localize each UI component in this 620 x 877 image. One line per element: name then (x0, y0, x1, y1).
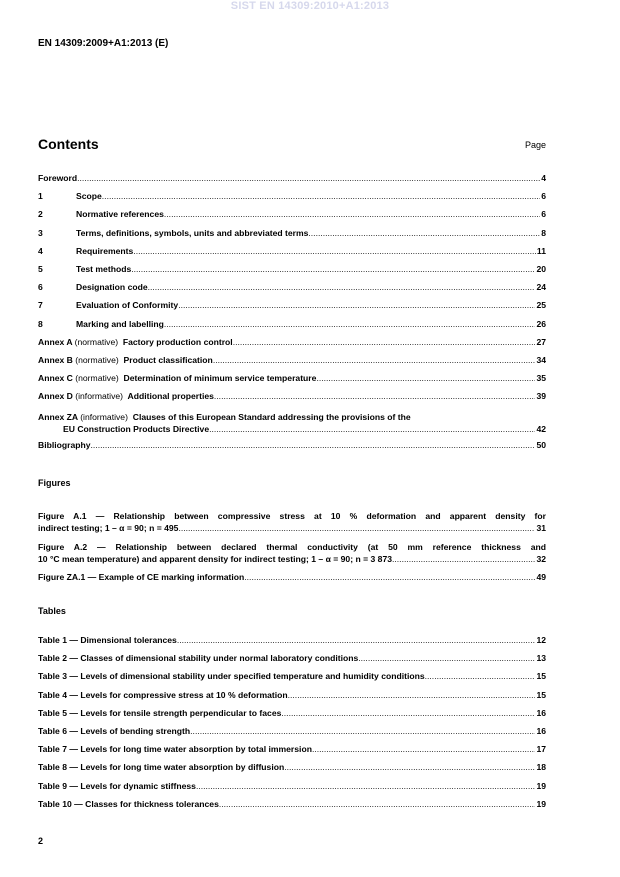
toc-entry-page: 20 (536, 263, 546, 274)
toc-entry-page: 35 (536, 373, 546, 384)
watermark: SIST EN 14309:2010+A1:2013 (230, 0, 390, 12)
table-entry[interactable] (38, 653, 546, 671)
toc-entry-page: 4 (541, 173, 546, 183)
toc-entry-page: 6 (541, 191, 546, 202)
table-page: 16 (536, 707, 546, 718)
toc-entry-title: Evaluation of Conformity (76, 300, 179, 311)
table-page: 13 (536, 653, 546, 664)
toc-entry-page: 34 (536, 354, 546, 365)
toc-entry-title: Normative references (76, 209, 164, 220)
annex-label: Annex C (38, 373, 73, 384)
toc-entry[interactable] (38, 282, 546, 300)
table-entry[interactable] (38, 762, 546, 780)
figure-page: 32 (536, 554, 546, 565)
annex-kind: (normative) (75, 354, 119, 365)
table-entry[interactable] (38, 744, 546, 762)
toc-entry-page: 24 (536, 282, 546, 293)
toc-entry-title: Requirements (76, 245, 134, 256)
table-entry[interactable] (38, 799, 546, 817)
toc-entry[interactable] (38, 264, 546, 282)
toc-entry-number: 3 (38, 227, 43, 238)
annex-title: Clauses of this European Standard addressing the provisions of the (132, 412, 411, 423)
toc-entry-title: Terms, definitions, symbols, units and abbreviated terms (76, 227, 309, 238)
toc-entry-page: 27 (536, 336, 546, 347)
table-title: Table 9 — Levels for dynamic stiffness (38, 780, 196, 791)
toc-annex-za[interactable] (38, 409, 546, 438)
toc-entry-number: 6 (38, 282, 43, 293)
table-of-contents (38, 173, 546, 459)
annex-label: Annex B (38, 354, 73, 365)
toc-entry-number: 1 (38, 191, 43, 202)
figure-title: Figure A.2 — Relationship between declared thermal conductivity (at 50 mm reference thickness and (38, 542, 546, 552)
table-page: 12 (536, 635, 546, 645)
toc-annex-a[interactable] (38, 337, 546, 355)
figure-title: Figure ZA.1 — Example of CE marking information (38, 572, 245, 582)
toc-entry-title: Foreword (38, 173, 78, 183)
table-title: Table 6 — Levels of bending strength (38, 725, 191, 736)
table-title: Table 5 — Levels for tensile strength perpendicular to faces (38, 707, 282, 718)
table-title: Table 3 — Levels of dimensional stability under specified temperature and humidity conditions (38, 671, 425, 682)
figure-title-continued: 10 °C mean temperature) and apparent density for indirect testing; 1 – α = 90; n = 3 873 (38, 554, 393, 565)
annex-title: Determination of minimum service temperature (123, 373, 317, 384)
table-entry[interactable] (38, 671, 546, 689)
toc-entry-title: Marking and labelling (76, 318, 164, 329)
table-page: 19 (536, 798, 546, 809)
table-entry[interactable] (38, 690, 546, 708)
table-entry[interactable] (38, 781, 546, 799)
toc-entry-number: 4 (38, 245, 43, 256)
figure-page: 31 (536, 523, 546, 534)
toc-entry[interactable] (38, 246, 546, 264)
toc-entry-page: 26 (536, 318, 546, 329)
table-title: Table 10 — Classes for thickness tolerances (38, 798, 219, 809)
table-page: 16 (536, 725, 546, 736)
figure-entry-a1[interactable] (38, 510, 546, 535)
toc-entry[interactable] (38, 209, 546, 227)
toc-entry-page: 11 (536, 245, 546, 256)
figure-title: Figure A.1 — Relationship between compressive stress at 10 % deformation and apparent density for (38, 511, 546, 521)
toc-entry-page: 39 (536, 391, 546, 402)
toc-entry-number: 8 (38, 318, 43, 329)
toc-annex-b[interactable] (38, 355, 546, 373)
toc-annex-d[interactable] (38, 391, 546, 409)
page-number: 2 (38, 836, 44, 846)
annex-kind: (informative) (75, 391, 124, 402)
toc-entry-foreword[interactable] (38, 173, 546, 191)
tables-heading: Tables (38, 606, 66, 616)
toc-entry-page: 25 (536, 300, 546, 311)
annex-label: Annex ZA (38, 412, 78, 423)
table-page: 18 (536, 762, 546, 773)
toc-entry-title: Bibliography (38, 440, 91, 451)
toc-entry-page: 42 (536, 424, 546, 435)
annex-title: Product classification (123, 354, 213, 365)
toc-bibliography[interactable] (38, 440, 546, 458)
table-list (38, 635, 546, 817)
toc-entry-title: Test methods (76, 263, 132, 274)
table-title: Table 4 — Levels for compressive stress at 10 % deformation (38, 689, 288, 700)
annex-title: Factory production control (122, 336, 233, 347)
toc-entry[interactable] (38, 300, 546, 318)
table-entry[interactable] (38, 708, 546, 726)
figure-title-continued: indirect testing; 1 – α = 90; n = 495 (38, 523, 179, 534)
annex-kind: (normative) (74, 336, 119, 347)
annex-title-continued: EU Construction Products Directive (63, 424, 210, 435)
toc-entry-title: Designation code (76, 282, 148, 293)
toc-entry-page: 6 (541, 209, 546, 220)
figure-page: 49 (536, 572, 546, 582)
toc-entry-title: Scope (76, 191, 102, 202)
standard-id: EN 14309:2009+A1:2013 (E) (38, 38, 169, 49)
table-page: 15 (536, 671, 546, 682)
page-column-label: Page (524, 140, 546, 150)
toc-entry-page: 50 (536, 440, 546, 451)
figure-entry-za1[interactable] (38, 571, 546, 583)
annex-title: Additional properties (127, 391, 214, 402)
table-title: Table 8 — Levels for long time water absorption by diffusion (38, 762, 285, 773)
figures-heading: Figures (38, 478, 71, 488)
contents-title: Contents (38, 136, 99, 152)
figure-entry-a2[interactable] (38, 541, 546, 566)
annex-label: Annex D (38, 391, 73, 402)
toc-entry-number: 2 (38, 209, 43, 220)
toc-entry[interactable] (38, 228, 546, 246)
annex-kind: (informative) (80, 412, 128, 423)
table-page: 19 (536, 780, 546, 791)
toc-entry-number: 5 (38, 263, 43, 274)
annex-label: Annex A (38, 336, 73, 347)
table-title: Table 2 — Classes of dimensional stability under normal laboratory conditions (38, 653, 359, 664)
toc-entry[interactable] (38, 191, 546, 209)
toc-annex-c[interactable] (38, 373, 546, 391)
table-entry[interactable] (38, 726, 546, 744)
table-page: 17 (536, 744, 546, 755)
table-entry[interactable] (38, 635, 546, 653)
toc-entry-page: 8 (541, 227, 546, 238)
toc-entry-number: 7 (38, 300, 43, 311)
table-title: Table 7 — Levels for long time water absorption by total immersion (38, 744, 312, 755)
table-page: 15 (536, 689, 546, 700)
table-title: Table 1 — Dimensional tolerances (38, 635, 177, 645)
toc-entry[interactable] (38, 319, 546, 337)
annex-kind: (normative) (75, 373, 119, 384)
